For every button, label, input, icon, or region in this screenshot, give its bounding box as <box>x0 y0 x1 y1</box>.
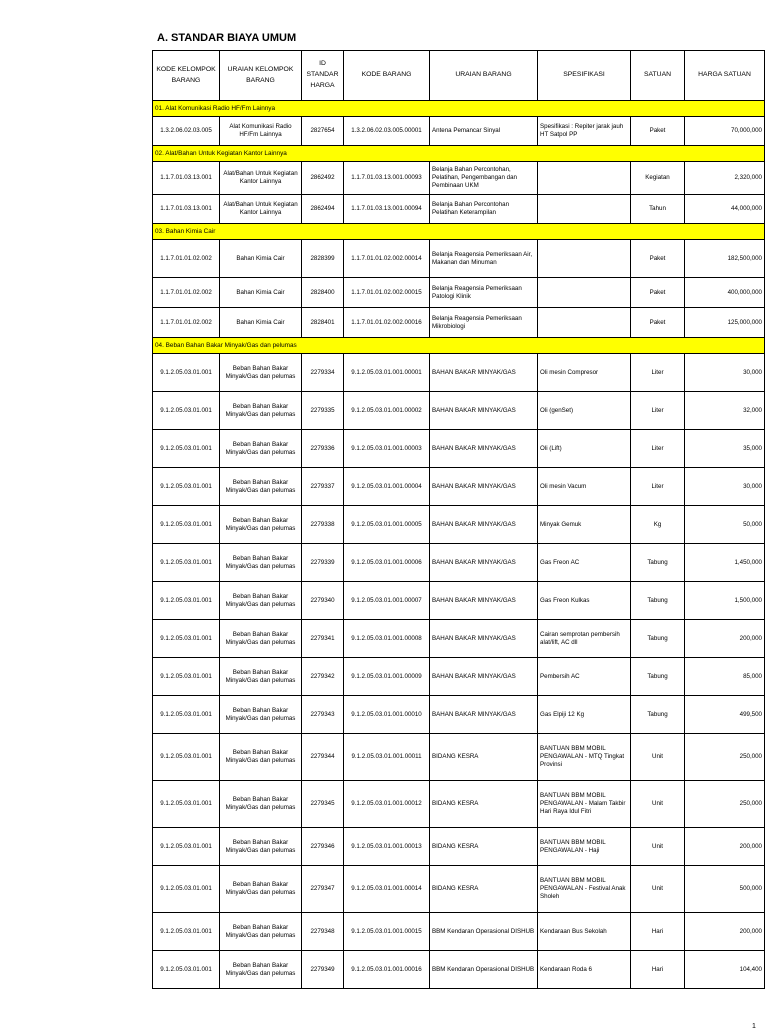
uraian-barang-cell: Belanja Reagensia Pemeriksaan Mikrobiologi <box>430 308 538 338</box>
harga-satuan-cell: 30,000 <box>685 468 765 506</box>
satuan-cell: Paket <box>631 278 685 308</box>
id-standar-cell: 2279339 <box>302 544 344 582</box>
id-standar-cell: 2279341 <box>302 620 344 658</box>
harga-satuan-cell: 32,000 <box>685 392 765 430</box>
kode-kelompok-cell: 9.1.2.05.03.01.001 <box>153 392 220 430</box>
uraian-barang-cell: Antena Pemancar Sinyal <box>430 117 538 146</box>
standard-cost-table <box>152 50 765 989</box>
uraian-kelompok-cell: Beban Bahan Bakar Minyak/Gas dan pelumas <box>220 506 302 544</box>
uraian-barang-cell: BAHAN BAKAR MINYAK/GAS <box>430 544 538 582</box>
harga-satuan-cell: 50,000 <box>685 506 765 544</box>
satuan-cell: Liter <box>631 468 685 506</box>
uraian-barang-cell: BAHAN BAKAR MINYAK/GAS <box>430 392 538 430</box>
kode-barang-cell: 9.1.2.05.03.01.001.00001 <box>344 354 430 392</box>
uraian-barang-cell: BAHAN BAKAR MINYAK/GAS <box>430 354 538 392</box>
uraian-kelompok-cell: Bahan Kimia Cair <box>220 240 302 278</box>
uraian-barang-cell: Belanja Reagensia Pemeriksaan Air, Makanan dan Minuman <box>430 240 538 278</box>
id-standar-cell: 2279347 <box>302 866 344 913</box>
header-harga-satuan: HARGA SATUAN <box>685 51 765 101</box>
table-row <box>153 951 765 989</box>
harga-satuan-cell: 182,500,000 <box>685 240 765 278</box>
uraian-kelompok-cell: Beban Bahan Bakar Minyak/Gas dan pelumas <box>220 430 302 468</box>
table-row <box>153 828 765 866</box>
satuan-cell: Tabung <box>631 696 685 734</box>
kode-barang-cell: 9.1.2.05.03.01.001.00012 <box>344 781 430 828</box>
uraian-barang-cell: Belanja Bahan Percontohan Pelatihan Keterampilan <box>430 195 538 224</box>
harga-satuan-cell: 35,000 <box>685 430 765 468</box>
kode-kelompok-cell: 9.1.2.05.03.01.001 <box>153 866 220 913</box>
uraian-kelompok-cell: Beban Bahan Bakar Minyak/Gas dan pelumas <box>220 468 302 506</box>
kode-kelompok-cell: 9.1.2.05.03.01.001 <box>153 430 220 468</box>
uraian-barang-cell: Belanja Bahan Percontohan, Pelatihan, Pengembangan dan Pembinaan UKM <box>430 162 538 195</box>
kode-kelompok-cell: 9.1.2.05.03.01.001 <box>153 913 220 951</box>
kode-barang-cell: 9.1.2.05.03.01.001.00005 <box>344 506 430 544</box>
kode-barang-cell: 9.1.2.05.03.01.001.00013 <box>344 828 430 866</box>
kode-kelompok-cell: 1.1.7.01.01.02.002 <box>153 308 220 338</box>
id-standar-cell: 2279349 <box>302 951 344 989</box>
id-standar-cell: 2279344 <box>302 734 344 781</box>
kode-kelompok-cell: 9.1.2.05.03.01.001 <box>153 734 220 781</box>
kode-kelompok-cell: 9.1.2.05.03.01.001 <box>153 544 220 582</box>
id-standar-cell: 2279335 <box>302 392 344 430</box>
table-row <box>153 240 765 278</box>
satuan-cell: Liter <box>631 392 685 430</box>
uraian-barang-cell: BAHAN BAKAR MINYAK/GAS <box>430 658 538 696</box>
kode-kelompok-cell: 1.1.7.01.03.13.001 <box>153 195 220 224</box>
uraian-barang-cell: BBM Kendaran Operasional DISHUB <box>430 913 538 951</box>
page-title: A. STANDAR BIAYA UMUM <box>157 32 297 44</box>
group-row <box>153 338 765 354</box>
table-row <box>153 696 765 734</box>
kode-barang-cell: 9.1.2.05.03.01.001.00014 <box>344 866 430 913</box>
uraian-kelompok-cell: Alat/Bahan Untuk Kegiatan Kantor Lainnya <box>220 162 302 195</box>
uraian-kelompok-cell: Beban Bahan Bakar Minyak/Gas dan pelumas <box>220 354 302 392</box>
satuan-cell: Tabung <box>631 582 685 620</box>
spesifikasi-cell <box>538 162 631 195</box>
kode-barang-cell: 9.1.2.05.03.01.001.00004 <box>344 468 430 506</box>
table-row <box>153 354 765 392</box>
harga-satuan-cell: 1,450,000 <box>685 544 765 582</box>
satuan-cell: Kegiatan <box>631 162 685 195</box>
kode-kelompok-cell: 9.1.2.05.03.01.001 <box>153 781 220 828</box>
spesifikasi-cell: BANTUAN BBM MOBIL PENGAWALAN - MTQ Tingkat Provinsi <box>538 734 631 781</box>
uraian-kelompok-cell: Beban Bahan Bakar Minyak/Gas dan pelumas <box>220 696 302 734</box>
group-row <box>153 101 765 117</box>
uraian-kelompok-cell: Alat/Bahan Untuk Kegiatan Kantor Lainnya <box>220 195 302 224</box>
spesifikasi-cell: Gas Freon AC <box>538 544 631 582</box>
uraian-kelompok-cell: Beban Bahan Bakar Minyak/Gas dan pelumas <box>220 620 302 658</box>
spesifikasi-cell: Oli mesin Vacum <box>538 468 631 506</box>
uraian-kelompok-cell: Beban Bahan Bakar Minyak/Gas dan pelumas <box>220 392 302 430</box>
spesifikasi-cell: BANTUAN BBM MOBIL PENGAWALAN - Malam Takbir Hari Raya Idul Fitri <box>538 781 631 828</box>
table-row <box>153 117 765 146</box>
uraian-barang-cell: BIDANG KESRA <box>430 781 538 828</box>
kode-barang-cell: 1.1.7.01.03.13.001.00093 <box>344 162 430 195</box>
uraian-kelompok-cell: Beban Bahan Bakar Minyak/Gas dan pelumas <box>220 582 302 620</box>
kode-kelompok-cell: 9.1.2.05.03.01.001 <box>153 620 220 658</box>
kode-barang-cell: 9.1.2.05.03.01.001.00011 <box>344 734 430 781</box>
kode-barang-cell: 1.1.7.01.01.02.002.00014 <box>344 240 430 278</box>
table-row <box>153 620 765 658</box>
header-id-standar: ID STANDAR HARGA <box>302 51 344 101</box>
kode-barang-cell: 9.1.2.05.03.01.001.00002 <box>344 392 430 430</box>
harga-satuan-cell: 200,000 <box>685 913 765 951</box>
page-number: 1 <box>752 1023 756 1030</box>
kode-barang-cell: 9.1.2.05.03.01.001.00006 <box>344 544 430 582</box>
table-row <box>153 278 765 308</box>
kode-barang-cell: 1.1.7.01.03.13.001.00094 <box>344 195 430 224</box>
kode-kelompok-cell: 9.1.2.05.03.01.001 <box>153 658 220 696</box>
uraian-kelompok-cell: Beban Bahan Bakar Minyak/Gas dan pelumas <box>220 866 302 913</box>
id-standar-cell: 2862494 <box>302 195 344 224</box>
uraian-barang-cell: BIDANG KESRA <box>430 866 538 913</box>
id-standar-cell: 2279342 <box>302 658 344 696</box>
id-standar-cell: 2279336 <box>302 430 344 468</box>
harga-satuan-cell: 85,000 <box>685 658 765 696</box>
spesifikasi-cell: BANTUAN BBM MOBIL PENGAWALAN - Haji <box>538 828 631 866</box>
harga-satuan-cell: 44,000,000 <box>685 195 765 224</box>
harga-satuan-cell: 30,000 <box>685 354 765 392</box>
table-row <box>153 582 765 620</box>
uraian-kelompok-cell: Beban Bahan Bakar Minyak/Gas dan pelumas <box>220 828 302 866</box>
uraian-kelompok-cell: Beban Bahan Bakar Minyak/Gas dan pelumas <box>220 734 302 781</box>
uraian-kelompok-cell: Bahan Kimia Cair <box>220 278 302 308</box>
kode-kelompok-cell: 9.1.2.05.03.01.001 <box>153 506 220 544</box>
kode-barang-cell: 1.3.2.06.02.03.005.00001 <box>344 117 430 146</box>
header-uraian-kelompok: URAIAN KELOMPOK BARANG <box>220 51 302 101</box>
table-row <box>153 658 765 696</box>
group-row <box>153 224 765 240</box>
kode-barang-cell: 9.1.2.05.03.01.001.00015 <box>344 913 430 951</box>
header-satuan: SATUAN <box>631 51 685 101</box>
uraian-barang-cell: BAHAN BAKAR MINYAK/GAS <box>430 430 538 468</box>
harga-satuan-cell: 2,320,000 <box>685 162 765 195</box>
table-row <box>153 913 765 951</box>
uraian-barang-cell: BBM Kendaran Operasional DISHUB <box>430 951 538 989</box>
spesifikasi-cell <box>538 308 631 338</box>
kode-kelompok-cell: 1.1.7.01.01.02.002 <box>153 240 220 278</box>
table-row <box>153 162 765 195</box>
satuan-cell: Liter <box>631 430 685 468</box>
id-standar-cell: 2279334 <box>302 354 344 392</box>
uraian-barang-cell: BAHAN BAKAR MINYAK/GAS <box>430 468 538 506</box>
satuan-cell: Tabung <box>631 620 685 658</box>
table-header <box>153 51 765 101</box>
satuan-cell: Unit <box>631 781 685 828</box>
satuan-cell: Hari <box>631 913 685 951</box>
table-row <box>153 866 765 913</box>
uraian-kelompok-cell: Beban Bahan Bakar Minyak/Gas dan pelumas <box>220 544 302 582</box>
kode-barang-cell: 9.1.2.05.03.01.001.00016 <box>344 951 430 989</box>
table-row <box>153 734 765 781</box>
table-row <box>153 468 765 506</box>
spesifikasi-cell: Gas Elpiji 12 Kg <box>538 696 631 734</box>
group-label: 04. Beban Bahan Bakar Minyak/Gas dan pelumas <box>153 338 765 354</box>
id-standar-cell: 2827654 <box>302 117 344 146</box>
uraian-barang-cell: BAHAN BAKAR MINYAK/GAS <box>430 620 538 658</box>
id-standar-cell: 2279338 <box>302 506 344 544</box>
kode-barang-cell: 1.1.7.01.01.02.002.00016 <box>344 308 430 338</box>
header-spesifikasi: SPESIFIKASI <box>538 51 631 101</box>
uraian-barang-cell: BIDANG KESRA <box>430 828 538 866</box>
uraian-barang-cell: BAHAN BAKAR MINYAK/GAS <box>430 696 538 734</box>
group-label: 01. Alat Komunikasi Radio HF/Fm Lainnya <box>153 101 765 117</box>
spesifikasi-cell: Kendaraan Roda 6 <box>538 951 631 989</box>
kode-kelompok-cell: 9.1.2.05.03.01.001 <box>153 828 220 866</box>
uraian-barang-cell: BAHAN BAKAR MINYAK/GAS <box>430 506 538 544</box>
satuan-cell: Tahun <box>631 195 685 224</box>
table-row <box>153 392 765 430</box>
spesifikasi-cell: Kendaraan Bus Sekolah <box>538 913 631 951</box>
kode-kelompok-cell: 1.1.7.01.01.02.002 <box>153 278 220 308</box>
kode-kelompok-cell: 9.1.2.05.03.01.001 <box>153 951 220 989</box>
uraian-barang-cell: Belanja Reagensia Pemeriksaan Patologi Klinik <box>430 278 538 308</box>
header-kode-kelompok: KODE KELOMPOK BARANG <box>153 51 220 101</box>
satuan-cell: Unit <box>631 828 685 866</box>
id-standar-cell: 2279343 <box>302 696 344 734</box>
harga-satuan-cell: 250,000 <box>685 781 765 828</box>
satuan-cell: Tabung <box>631 544 685 582</box>
satuan-cell: Paket <box>631 240 685 278</box>
table-row <box>153 195 765 224</box>
uraian-kelompok-cell: Beban Bahan Bakar Minyak/Gas dan pelumas <box>220 781 302 828</box>
header-kode-barang: KODE BARANG <box>344 51 430 101</box>
harga-satuan-cell: 250,000 <box>685 734 765 781</box>
kode-kelompok-cell: 1.1.7.01.03.13.001 <box>153 162 220 195</box>
satuan-cell: Kg <box>631 506 685 544</box>
id-standar-cell: 2279337 <box>302 468 344 506</box>
harga-satuan-cell: 200,000 <box>685 828 765 866</box>
id-standar-cell: 2862492 <box>302 162 344 195</box>
uraian-kelompok-cell: Beban Bahan Bakar Minyak/Gas dan pelumas <box>220 913 302 951</box>
kode-kelompok-cell: 9.1.2.05.03.01.001 <box>153 468 220 506</box>
uraian-barang-cell: BAHAN BAKAR MINYAK/GAS <box>430 582 538 620</box>
table-row <box>153 506 765 544</box>
spesifikasi-cell <box>538 240 631 278</box>
spesifikasi-cell: Oli mesin Compresor <box>538 354 631 392</box>
spesifikasi-cell: BANTUAN BBM MOBIL PENGAWALAN - Festival Anak Sholeh <box>538 866 631 913</box>
id-standar-cell: 2279346 <box>302 828 344 866</box>
header-uraian-barang: URAIAN BARANG <box>430 51 538 101</box>
satuan-cell: Hari <box>631 951 685 989</box>
kode-barang-cell: 9.1.2.05.03.01.001.00003 <box>344 430 430 468</box>
kode-kelompok-cell: 9.1.2.05.03.01.001 <box>153 354 220 392</box>
harga-satuan-cell: 104,400 <box>685 951 765 989</box>
id-standar-cell: 2828399 <box>302 240 344 278</box>
uraian-kelompok-cell: Bahan Kimia Cair <box>220 308 302 338</box>
id-standar-cell: 2279345 <box>302 781 344 828</box>
spesifikasi-cell <box>538 195 631 224</box>
kode-kelompok-cell: 1.3.2.06.02.03.005 <box>153 117 220 146</box>
group-label: 02. Alat/Bahan Untuk Kegiatan Kantor Lainnya <box>153 146 765 162</box>
satuan-cell: Unit <box>631 734 685 781</box>
satuan-cell: Liter <box>631 354 685 392</box>
kode-barang-cell: 9.1.2.05.03.01.001.00008 <box>344 620 430 658</box>
harga-satuan-cell: 400,000,000 <box>685 278 765 308</box>
harga-satuan-cell: 200,000 <box>685 620 765 658</box>
harga-satuan-cell: 70,000,000 <box>685 117 765 146</box>
harga-satuan-cell: 499,500 <box>685 696 765 734</box>
id-standar-cell: 2279348 <box>302 913 344 951</box>
satuan-cell: Unit <box>631 866 685 913</box>
kode-kelompok-cell: 9.1.2.05.03.01.001 <box>153 582 220 620</box>
table-row <box>153 430 765 468</box>
group-label: 03. Bahan Kimia Cair <box>153 224 765 240</box>
uraian-kelompok-cell: Beban Bahan Bakar Minyak/Gas dan pelumas <box>220 951 302 989</box>
harga-satuan-cell: 1,500,000 <box>685 582 765 620</box>
id-standar-cell: 2828400 <box>302 278 344 308</box>
kode-kelompok-cell: 9.1.2.05.03.01.001 <box>153 696 220 734</box>
spesifikasi-cell: Gas Freon Kulkas <box>538 582 631 620</box>
spesifikasi-cell <box>538 278 631 308</box>
table-row <box>153 781 765 828</box>
id-standar-cell: 2279340 <box>302 582 344 620</box>
uraian-kelompok-cell: Beban Bahan Bakar Minyak/Gas dan pelumas <box>220 658 302 696</box>
spesifikasi-cell: Minyak Gemuk <box>538 506 631 544</box>
kode-barang-cell: 9.1.2.05.03.01.001.00007 <box>344 582 430 620</box>
satuan-cell: Paket <box>631 117 685 146</box>
table-body <box>153 101 765 989</box>
group-row <box>153 146 765 162</box>
table-row <box>153 308 765 338</box>
satuan-cell: Paket <box>631 308 685 338</box>
kode-barang-cell: 9.1.2.05.03.01.001.00010 <box>344 696 430 734</box>
spesifikasi-cell: Pembersih AC <box>538 658 631 696</box>
harga-satuan-cell: 500,000 <box>685 866 765 913</box>
kode-barang-cell: 9.1.2.05.03.01.001.00009 <box>344 658 430 696</box>
satuan-cell: Tabung <box>631 658 685 696</box>
uraian-kelompok-cell: Alat Komunikasi Radio HF/Fm Lainnya <box>220 117 302 146</box>
spesifikasi-cell: Oli (Lift) <box>538 430 631 468</box>
spesifikasi-cell: Cairan semprotan pembersih alat/lift, AC dll <box>538 620 631 658</box>
harga-satuan-cell: 125,000,000 <box>685 308 765 338</box>
kode-barang-cell: 1.1.7.01.01.02.002.00015 <box>344 278 430 308</box>
spesifikasi-cell: Oli (genSet) <box>538 392 631 430</box>
table-row <box>153 544 765 582</box>
id-standar-cell: 2828401 <box>302 308 344 338</box>
spesifikasi-cell: Spesifikasi : Repiter jarak jauh HT Satpol PP <box>538 117 631 146</box>
uraian-barang-cell: BIDANG KESRA <box>430 734 538 781</box>
